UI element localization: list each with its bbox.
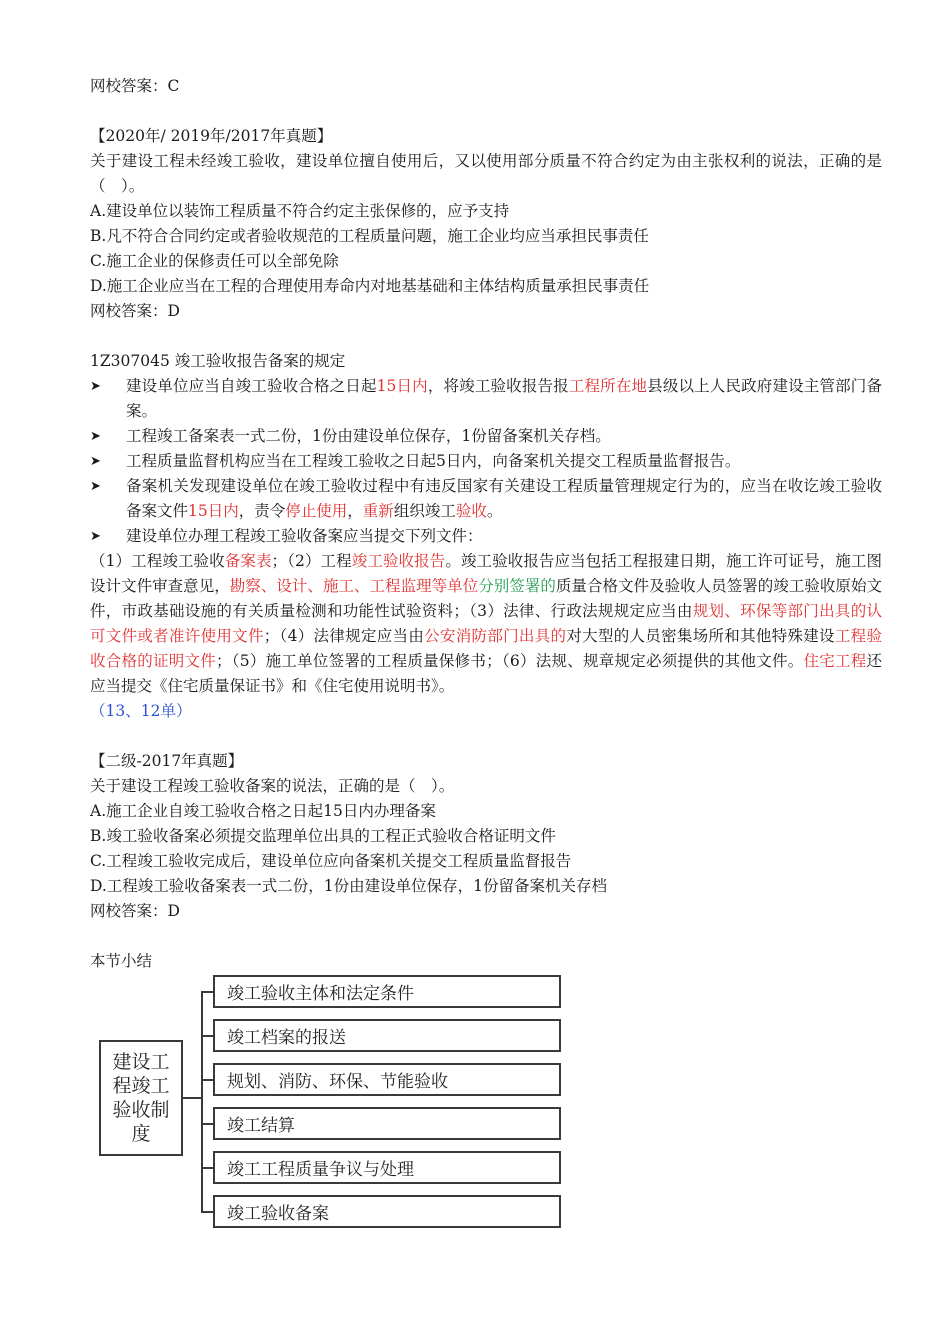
option-a: A.建设单位以装饰工程质量不符合约定主张保修的，应予支持 (90, 202, 510, 220)
connector-line (201, 1035, 213, 1037)
option-c: C.工程竣工验收完成后，建设单位应向备案机关提交工程质量监督报告 (90, 852, 572, 870)
question-stem: 关于建设工程竣工验收备案的说法，正确的是（ ）。 (90, 777, 455, 795)
document-body (90, 74, 882, 974)
connector-line (201, 1167, 213, 1169)
connector-line (183, 1097, 201, 1099)
mindmap-node: 竣工验收主体和法定条件 (213, 975, 561, 1008)
bullet-item: ➤ 备案机关发现建设单位在竣工验收过程中有违反国家有关建设工程质量管理规定行为的，应当在收讫竣工验收备案文件15日内，责令停止使用，重新组织竣工验收。 (90, 474, 882, 524)
arrow-bullet-icon: ➤ (90, 454, 101, 469)
mindmap-node: 竣工工程质量争议与处理 (213, 1151, 561, 1184)
mindmap-node: 竣工结算 (213, 1107, 561, 1140)
mindmap-node: 规划、消防、环保、节能验收 (213, 1063, 561, 1096)
connector-line (201, 991, 203, 1213)
mindmap-root: 建设工程竣工验收制度 (99, 1040, 183, 1156)
answer-line-q1: 网校答案：C (90, 77, 180, 95)
question-stem: 关于建设工程未经竣工验收，建设单位擅自使用后，又以使用部分质量不符合约定为由主张权利的说法，正确的是（ ）。 (90, 152, 882, 195)
arrow-bullet-icon: ➤ (90, 379, 101, 394)
answer-line-q3: 网校答案：D (90, 902, 180, 920)
arrow-bullet-icon: ➤ (90, 429, 101, 444)
note-text: （13、12单） (90, 702, 192, 720)
bullet-item: ➤ 建设单位应当自竣工验收合格之日起15日内，将竣工验收报告报工程所在地县级以上人民政府建设主管部门备案。 (90, 374, 882, 424)
summary-title: 本节小结 (90, 952, 153, 970)
connector-line (201, 1079, 213, 1081)
option-c: C.施工企业的保修责任可以全部免除 (90, 252, 339, 270)
mindmap-node: 竣工档案的报送 (213, 1019, 561, 1052)
option-d: D.施工企业应当在工程的合理使用寿命内对地基基础和主体结构质量承担民事责任 (90, 277, 650, 295)
arrow-bullet-icon: ➤ (90, 529, 101, 544)
arrow-bullet-icon: ➤ (90, 479, 101, 494)
question-tag: 【二级-2017年真题】 (90, 752, 244, 770)
option-b: B.凡不符合合同约定或者验收规范的工程质量问题，施工企业均应当承担民事责任 (90, 227, 649, 245)
option-a: A.施工企业自竣工验收合格之日起15日内办理备案 (90, 802, 436, 820)
documents-paragraph: （1）工程竣工验收备案表；（2）工程竣工验收报告。竣工验收报告应当包括工程报建日期，施工许可证号，施工图设计文件审查意见，勘察、设计、施工、工程监理等单位分别签署的质量合格文件及验收人员签署的竣工验收原始文件，市政基础设施的有关质量检测和功能性试验资料；（3）法律、行政法规规定应当由规划、环保等部门出具的认可文件或者准许使用文件；（4）法律规定应当由公安消防部门出具的对大型的人员密集场所和其他特殊建设工程验收合格的证明文件；（5）施工单位签署的工程质量保修书；（6）法规、规章规定必须提供的其他文件。住宅工程还应当提交《住宅质量保证书》和《住宅使用说明书》。 (90, 552, 882, 695)
connector-line (201, 991, 213, 993)
summary-mindmap (95, 970, 575, 1235)
bullet-item: ➤ 建设单位办理工程竣工验收备案应当提交下列文件： (90, 524, 882, 549)
answer-line-q2: 网校答案：D (90, 302, 180, 320)
option-b: B.竣工验收备案必须提交监理单位出具的工程正式验收合格证明文件 (90, 827, 556, 845)
bullet-item: ➤ 工程竣工备案表一式二份，1份由建设单位保存，1份留备案机关存档。 (90, 424, 882, 449)
section-title: 1Z307045 竣工验收报告备案的规定 (90, 352, 346, 370)
connector-line (201, 1211, 213, 1213)
bullet-item: ➤ 工程质量监督机构应当在工程竣工验收之日起5日内，向备案机关提交工程质量监督报告。 (90, 449, 882, 474)
connector-line (201, 1123, 213, 1125)
mindmap-node: 竣工验收备案 (213, 1195, 561, 1228)
option-d: D.工程竣工验收备案表一式二份，1份由建设单位保存，1份留备案机关存档 (90, 877, 608, 895)
question-tag: 【2020年/ 2019年/2017年真题】 (90, 127, 333, 145)
